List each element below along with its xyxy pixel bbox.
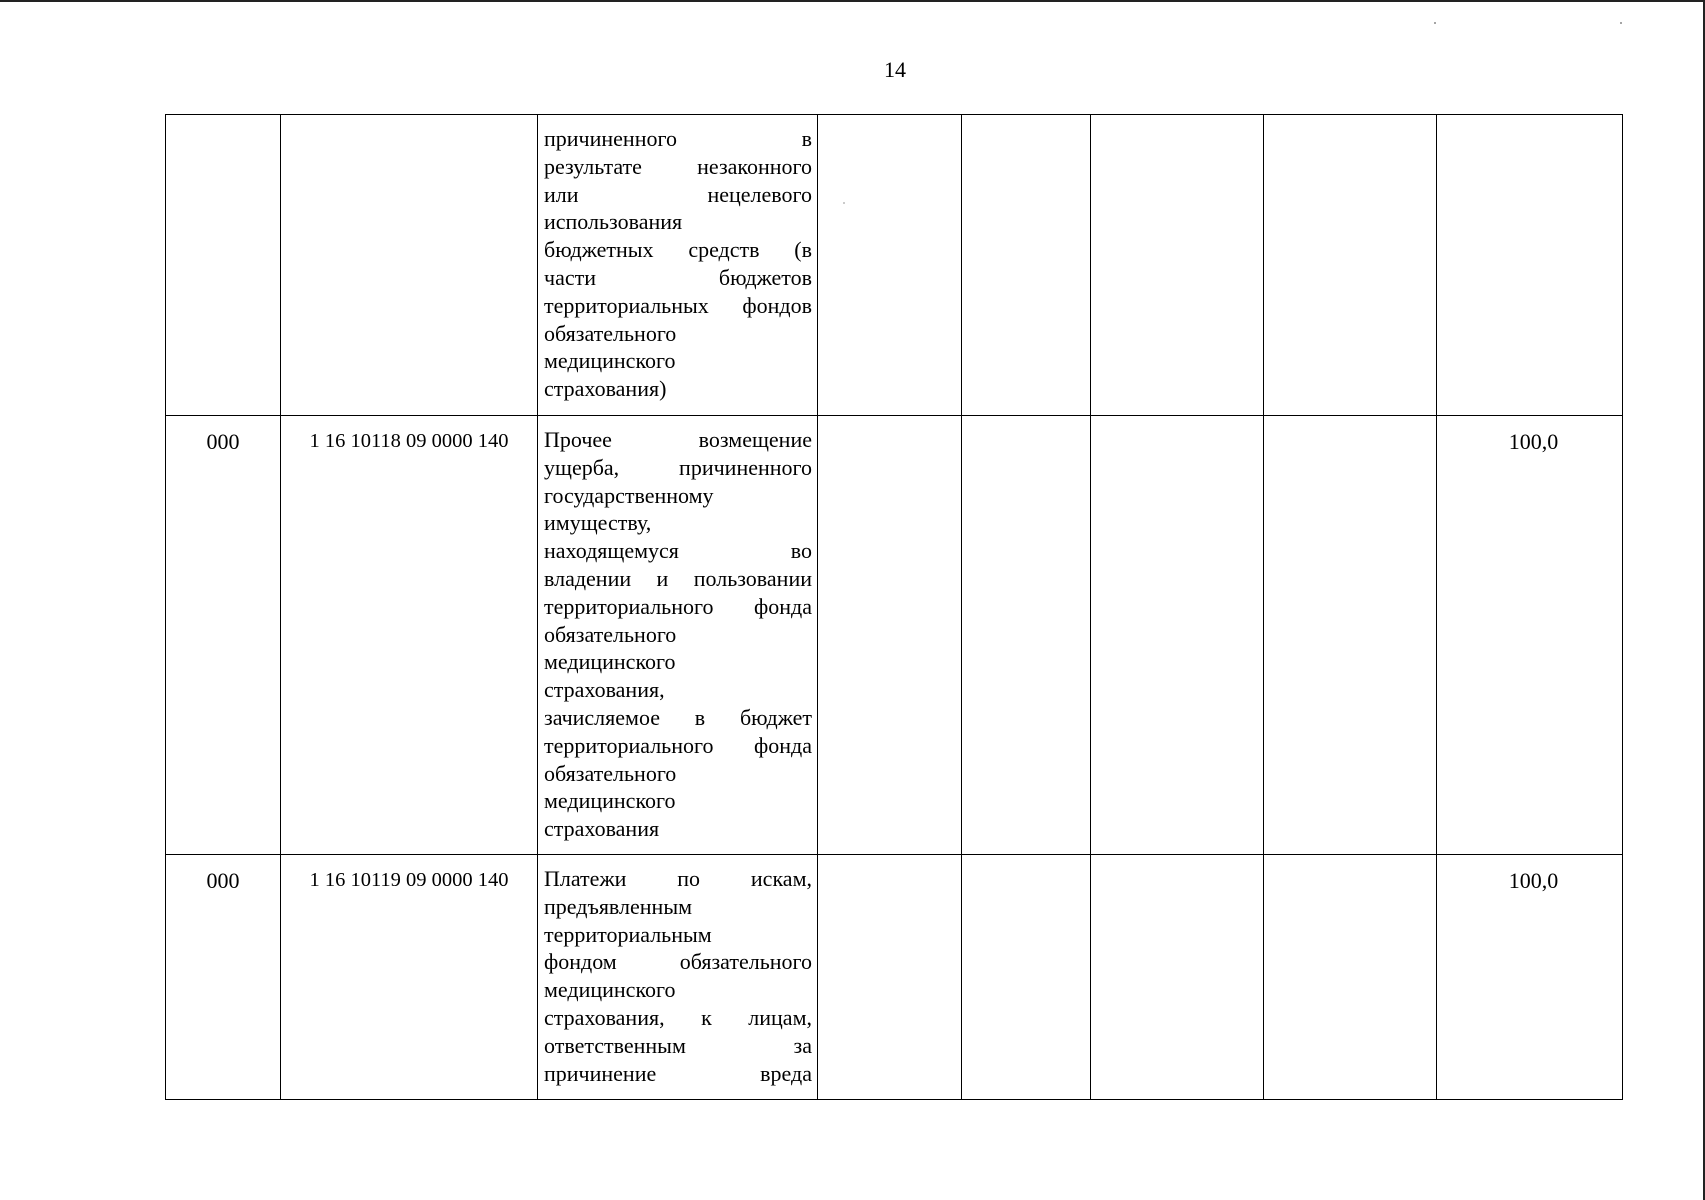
admin-code-cell: 000 xyxy=(166,855,281,1100)
budget-code-cell: 1 16 10119 09 0000 140 xyxy=(281,855,538,1100)
name-line: обязательного xyxy=(544,320,677,346)
income-name-cell xyxy=(538,855,818,1100)
admin-code-cell xyxy=(166,115,281,416)
name-line: бюджетных средств (в xyxy=(544,237,812,263)
value-cell xyxy=(1091,115,1264,416)
name-line: страхования, к лицам, xyxy=(544,1004,812,1030)
value-cell xyxy=(1264,115,1437,416)
name-line: медицинского xyxy=(544,977,676,1003)
name-line: государственному xyxy=(544,482,714,508)
scan-artifact xyxy=(1434,22,1436,24)
admin-code-cell: 000 xyxy=(166,416,281,855)
table-row xyxy=(166,855,1623,1100)
name-line: фондом обязательного xyxy=(544,949,812,975)
scan-artifact xyxy=(843,202,845,204)
value-cell: 100,0 xyxy=(1437,855,1623,1100)
name-line: зачисляемое в бюджет xyxy=(544,704,812,730)
value-cell xyxy=(818,855,962,1100)
value-cell xyxy=(1437,115,1623,416)
name-line: медицинского xyxy=(544,788,676,814)
value-cell xyxy=(962,115,1091,416)
name-line: использования xyxy=(544,209,683,235)
name-line: ущерба, причиненного xyxy=(544,454,812,480)
name-line: медицинского xyxy=(544,649,676,675)
name-line: ответственным за xyxy=(544,1032,812,1058)
name-line: находящемуся во xyxy=(544,538,812,564)
budget-table xyxy=(165,114,1623,1100)
name-line: обязательного xyxy=(544,621,677,647)
name-line: результате незаконного xyxy=(544,153,812,179)
table-row xyxy=(166,416,1623,855)
scan-artifact xyxy=(1620,22,1622,24)
name-line: или нецелевого xyxy=(544,181,812,207)
name-line: медицинского xyxy=(544,348,676,374)
name-line: обязательного xyxy=(544,760,677,786)
budget-code-cell: 1 16 10118 09 0000 140 xyxy=(281,416,538,855)
name-line: имуществу, xyxy=(544,510,652,536)
table-row xyxy=(166,115,1623,416)
income-name-cell xyxy=(538,115,818,416)
value-cell xyxy=(818,115,962,416)
value-cell: 100,0 xyxy=(1437,416,1623,855)
value-cell xyxy=(962,855,1091,1100)
name-line: страхования) xyxy=(544,376,667,402)
income-name-cell xyxy=(538,416,818,855)
value-cell xyxy=(1264,855,1437,1100)
name-line: владении и пользовании xyxy=(544,565,812,591)
value-cell xyxy=(1264,416,1437,855)
budget-code-cell xyxy=(281,115,538,416)
name-line: Прочее возмещение xyxy=(544,427,812,452)
name-line: территориальным xyxy=(544,921,712,947)
name-line: предъявленным xyxy=(544,893,693,919)
value-cell xyxy=(962,416,1091,855)
page-number: 14 xyxy=(884,57,906,82)
name-line: части бюджетов xyxy=(544,264,812,290)
value-cell xyxy=(818,416,962,855)
name-line: причинение вреда xyxy=(544,1060,812,1086)
name-line: территориального фонда xyxy=(544,593,812,619)
name-line: причиненного в xyxy=(544,126,812,151)
name-line: территориального фонда xyxy=(544,732,812,758)
name-line: территориальных фондов xyxy=(544,292,812,318)
name-line: страхования xyxy=(544,816,660,842)
name-line: страхования, xyxy=(544,677,665,703)
value-cell xyxy=(1091,416,1264,855)
name-line: Платежи по искам, xyxy=(544,866,812,891)
value-cell xyxy=(1091,855,1264,1100)
